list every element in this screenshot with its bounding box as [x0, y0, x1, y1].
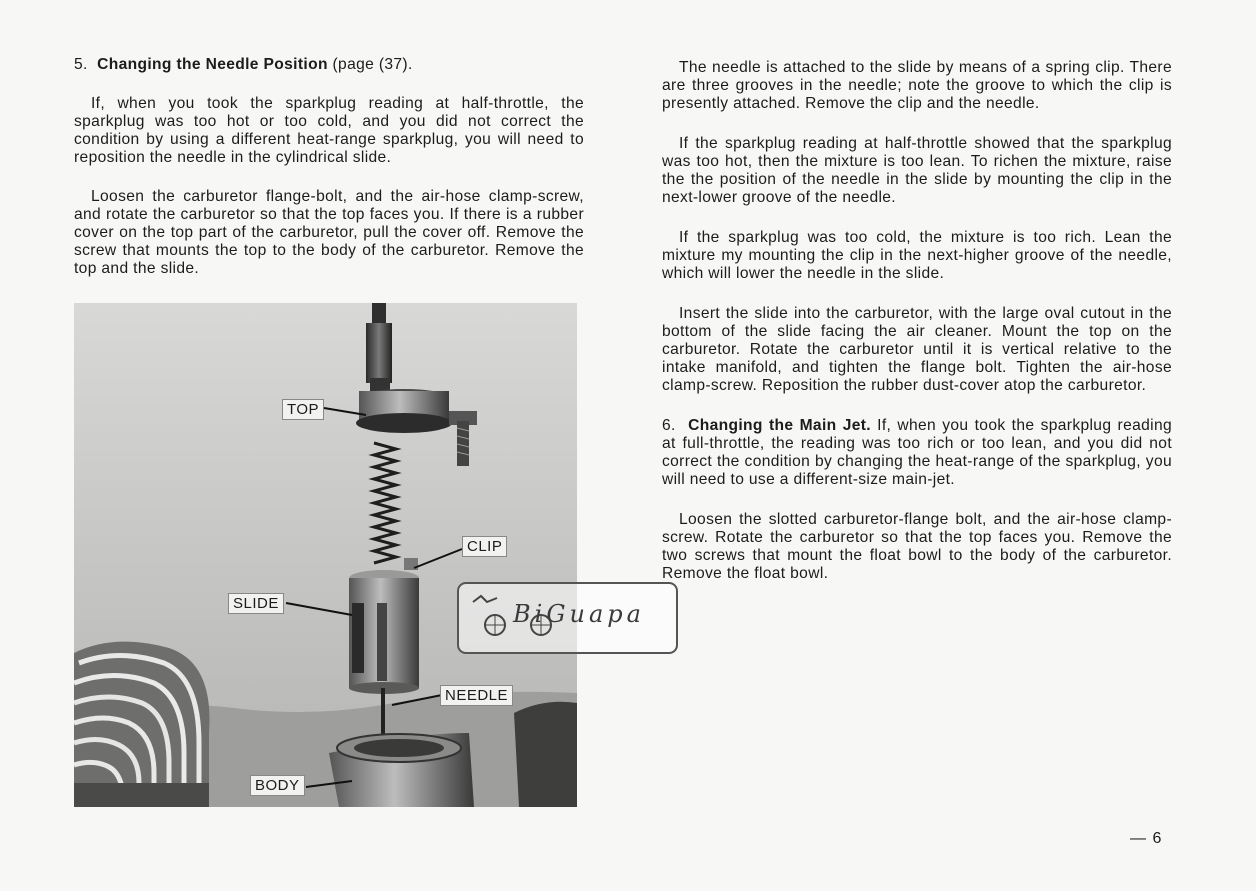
section-6-number: 6. [662, 417, 676, 434]
section-5-title: Changing the Needle Position [97, 56, 328, 73]
section-5-page-ref: (page (37). [332, 56, 413, 73]
left-column [74, 56, 584, 278]
watermark-text: BiGuapa [513, 600, 645, 628]
right-column [662, 59, 1172, 605]
section-6-paragraph [662, 417, 1172, 489]
section-6-body: If, when you took the sparkplug reading at full-throttle, the reading was too rich or too lean, and you did not correct the condition by changing the heat-range of the sparkplug, you will need to use a different-size main-jet. [662, 417, 1172, 488]
label-clip: CLIP [462, 536, 507, 557]
left-paragraph-1: If, when you took the sparkplug reading at half-throttle, the sparkplug was too hot or too cold, and you did not correct the condition by using a different heat-range sparkplug, you will need to reposition the needle in the cylindrical slide. [74, 95, 584, 166]
page-number: — 6 [1130, 830, 1163, 847]
watermark-logo [455, 580, 680, 656]
right-paragraph-2: If the sparkplug reading at half-throttle showed that the sparkplug was too hot, then the mixture is too lean. To richen the mixture, raise the the position of the needle in the slide by mounting the clip in the next-lower groove of the needle. [662, 135, 1172, 206]
cylinder-head [74, 642, 210, 807]
right-paragraph-6: Loosen the slotted carburetor-flange bolt, and the air-hose clamp-screw. Rotate the carburetor so that the top faces you. Remove the two screws that mount the float bowl to the body of the carburetor. Remove the float bowl. [662, 511, 1172, 582]
section-6-title: Changing the Main Jet. [688, 417, 871, 434]
right-paragraph-3: If the sparkplug was too cold, the mixture is too rich. Lean the mixture my mounting the clip in the next-higher groove of the needle, which will lower the needle in the slide. [662, 229, 1172, 282]
label-needle: NEEDLE [440, 685, 513, 706]
carburetor-body [329, 733, 474, 807]
carburetor-photo [74, 303, 577, 807]
label-body: BODY [250, 775, 305, 796]
label-top: TOP [282, 399, 324, 420]
right-paragraph-4: Insert the slide into the carburetor, with the large oval cutout in the bottom of the slide facing the air cleaner. Mount the top on the carburetor. Rotate the carburetor until it is vertical relative to the intake manifold, and tighten the flange bolt. Tighten the air-hose clamp-screw. Reposition the rubber dust-cover atop the carburetor. [662, 305, 1172, 394]
slide [349, 570, 419, 694]
section-5-number: 5. [74, 56, 88, 73]
label-slide: SLIDE [228, 593, 284, 614]
right-paragraph-1: The needle is attached to the slide by means of a spring clip. There are three grooves in the needle; note the groove to which the clip is presently attached. Remove the clip and the needle. [662, 59, 1172, 112]
section-5-heading [74, 56, 584, 74]
left-paragraph-2: Loosen the carburetor flange-bolt, and the air-hose clamp-screw, and rotate the carburetor so that the top faces you. If there is a rubber cover on the top part of the carburetor, pull the cover off. Remove the screw that mounts the top to the body of the carburetor. Remove the top and the slide. [74, 188, 584, 277]
